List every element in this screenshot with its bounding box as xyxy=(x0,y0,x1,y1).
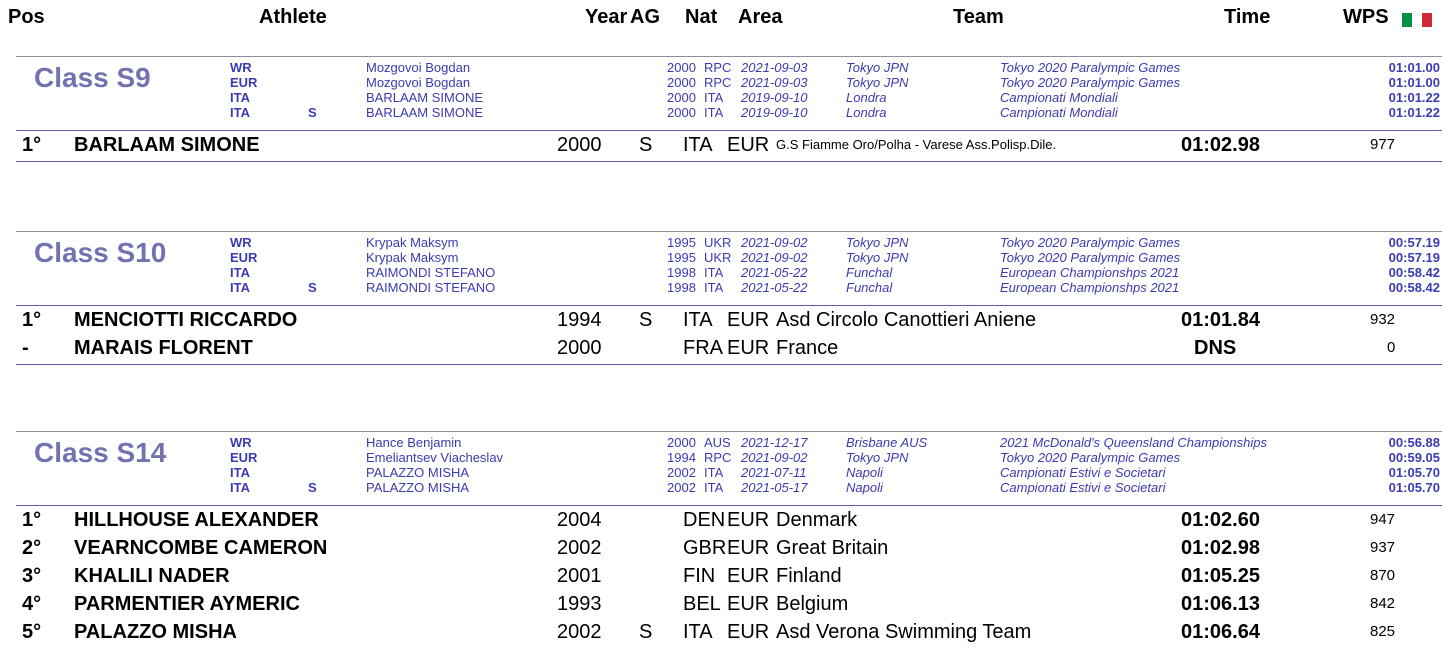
section-divider xyxy=(16,231,1442,232)
result-team: G.S Fiamme Oro/Polha - Varese Ass.Polisp.Dile. xyxy=(776,137,1057,152)
record-year: 2000 xyxy=(667,435,696,450)
record-year: 1995 xyxy=(667,250,696,265)
result-ag: S xyxy=(639,621,653,643)
record-date: 2021-09-03 xyxy=(741,75,808,90)
class-title: Class S10 xyxy=(34,237,167,268)
result-pos: 1° xyxy=(22,134,42,156)
record-row xyxy=(16,75,1442,90)
record-place: Funchal xyxy=(846,280,893,295)
record-meet: Tokyo 2020 Paralympic Games xyxy=(1000,60,1181,75)
result-pos: 4° xyxy=(22,593,42,615)
record-row xyxy=(16,450,1442,465)
record-date: 2021-09-02 xyxy=(741,450,808,465)
section-divider xyxy=(16,431,1442,432)
record-meet: Campionati Mondiali xyxy=(1000,105,1118,120)
result-row xyxy=(16,619,1442,645)
result-year: 1994 xyxy=(557,309,602,331)
result-nat: FIN xyxy=(683,565,716,587)
result-wps: 977 xyxy=(1370,136,1396,153)
result-wps: 937 xyxy=(1370,539,1396,556)
record-meet: Tokyo 2020 Paralympic Games xyxy=(1000,450,1181,465)
result-wps: 825 xyxy=(1370,623,1396,640)
result-pos: 2° xyxy=(22,537,42,559)
record-place: Londra xyxy=(846,90,887,105)
record-time: 00:57.19 xyxy=(1388,235,1440,250)
record-year: 1994 xyxy=(667,450,696,465)
result-area: EUR xyxy=(727,134,770,156)
result-team: France xyxy=(776,337,839,359)
result-pos: 3° xyxy=(22,565,42,587)
record-row xyxy=(16,60,1442,75)
record-date: 2021-12-17 xyxy=(741,435,808,450)
record-date: 2021-09-02 xyxy=(741,250,808,265)
result-time: 01:06.64 xyxy=(1181,621,1260,643)
result-nat: ITA xyxy=(683,134,713,156)
record-kind: ITA xyxy=(230,280,250,295)
record-date: 2021-09-03 xyxy=(741,60,808,75)
records-underline xyxy=(16,305,1442,306)
record-time: 00:59.05 xyxy=(1388,450,1440,465)
result-nat: FRA xyxy=(683,337,723,359)
result-time: 01:05.25 xyxy=(1181,565,1260,587)
result-nat: ITA xyxy=(683,621,713,643)
record-kind: ITA xyxy=(230,480,250,495)
record-name: BARLAAM SIMONE xyxy=(366,90,484,105)
record-nat: ITA xyxy=(704,480,724,495)
record-time: 01:01.22 xyxy=(1388,105,1440,120)
record-kind: ITA xyxy=(230,90,250,105)
record-nat: RPC xyxy=(704,60,732,75)
result-area: EUR xyxy=(727,593,770,615)
record-place: Napoli xyxy=(846,465,883,480)
record-nat: RPC xyxy=(704,450,732,465)
class-title: Class S9 xyxy=(34,62,151,93)
record-place: Brisbane AUS xyxy=(846,435,928,450)
result-nat: BEL xyxy=(683,593,721,615)
result-time: 01:02.98 xyxy=(1181,134,1260,156)
result-row xyxy=(16,563,1442,589)
record-meet: Campionati Estivi e Societari xyxy=(1000,465,1166,480)
header-time: Time xyxy=(1224,6,1271,28)
result-row xyxy=(16,335,1442,361)
header-team: Team xyxy=(953,6,1004,28)
record-kind: WR xyxy=(230,60,252,75)
result-year: 2004 xyxy=(557,509,602,531)
record-name: BARLAAM SIMONE xyxy=(366,105,484,120)
result-area: EUR xyxy=(727,509,770,531)
header-wps: WPS xyxy=(1343,6,1389,28)
class-title: Class S14 xyxy=(34,437,167,468)
header-year: Year xyxy=(585,6,628,28)
result-ag: S xyxy=(639,134,653,156)
record-place: Napoli xyxy=(846,480,883,495)
italy-flag-icon xyxy=(1402,13,1432,27)
record-date: 2021-05-22 xyxy=(741,280,808,295)
record-year: 2002 xyxy=(667,465,696,480)
result-area: EUR xyxy=(727,621,770,643)
record-row xyxy=(16,235,1442,250)
result-year: 2000 xyxy=(557,337,602,359)
record-nat: RPC xyxy=(704,75,732,90)
record-nat: ITA xyxy=(704,105,724,120)
result-athlete: PARMENTIER AYMERIC xyxy=(74,593,300,615)
result-wps: 947 xyxy=(1370,511,1396,528)
result-team: Denmark xyxy=(776,509,858,531)
result-nat: GBR xyxy=(683,537,727,559)
record-nat: UKR xyxy=(704,235,732,250)
result-wps: 0 xyxy=(1387,339,1396,356)
record-nat: ITA xyxy=(704,265,724,280)
record-time: 00:56.88 xyxy=(1388,435,1440,450)
record-name: Mozgovoi Bogdan xyxy=(366,60,471,75)
record-meet: Tokyo 2020 Paralympic Games xyxy=(1000,75,1181,90)
result-row xyxy=(16,132,1442,158)
record-meet: European Championshps 2021 xyxy=(1000,265,1180,280)
record-time: 01:05.70 xyxy=(1388,465,1440,480)
record-year: 2002 xyxy=(667,480,696,495)
record-name: Mozgovoi Bogdan xyxy=(366,75,471,90)
record-time: 01:01.00 xyxy=(1388,75,1440,90)
record-nat: ITA xyxy=(704,90,724,105)
result-area: EUR xyxy=(727,565,770,587)
record-row xyxy=(16,480,1442,495)
section-divider xyxy=(16,56,1442,57)
result-team: Belgium xyxy=(776,593,849,615)
result-year: 2002 xyxy=(557,621,602,643)
result-ag: S xyxy=(639,309,653,331)
record-kind: ITA xyxy=(230,105,250,120)
result-year: 2001 xyxy=(557,565,602,587)
result-time: 01:06.13 xyxy=(1181,593,1260,615)
result-row xyxy=(16,535,1442,561)
record-row xyxy=(16,465,1442,480)
record-date: 2021-09-02 xyxy=(741,235,808,250)
flag-red-stripe xyxy=(1422,13,1432,27)
record-place: Tokyo JPN xyxy=(846,235,909,250)
record-kind: WR xyxy=(230,435,252,450)
record-row xyxy=(16,105,1442,120)
record-nat: UKR xyxy=(704,250,732,265)
result-row xyxy=(16,591,1442,617)
result-row xyxy=(16,307,1442,333)
record-time: 01:01.22 xyxy=(1388,90,1440,105)
record-time: 00:57.19 xyxy=(1388,250,1440,265)
result-team: Finland xyxy=(776,565,842,587)
header-athlete: Athlete xyxy=(259,6,327,28)
records-underline xyxy=(16,130,1442,131)
record-name: Hance Benjamin xyxy=(366,435,462,450)
result-pos: 5° xyxy=(22,621,42,643)
result-area: EUR xyxy=(727,309,770,331)
record-kind: EUR xyxy=(230,450,258,465)
result-pos: - xyxy=(22,337,29,359)
record-meet: European Championshps 2021 xyxy=(1000,280,1180,295)
result-team: Great Britain xyxy=(776,537,889,559)
record-time: 00:58.42 xyxy=(1388,280,1440,295)
result-year: 2000 xyxy=(557,134,602,156)
record-kind: EUR xyxy=(230,250,258,265)
result-area: EUR xyxy=(727,337,770,359)
record-year: 2000 xyxy=(667,60,696,75)
flag-green-stripe xyxy=(1402,13,1412,27)
record-date: 2021-05-17 xyxy=(741,480,808,495)
result-time: 01:01.84 xyxy=(1181,309,1260,331)
result-pos: 1° xyxy=(22,509,42,531)
result-team: Asd Circolo Canottieri Aniene xyxy=(776,309,1037,331)
record-kind: ITA xyxy=(230,465,250,480)
header-pos: Pos xyxy=(8,6,45,28)
result-area: EUR xyxy=(727,537,770,559)
results-underline xyxy=(16,161,1442,162)
record-meet: 2021 McDonald's Queensland Championships xyxy=(1000,435,1267,450)
record-s: S xyxy=(308,105,317,120)
record-place: Tokyo JPN xyxy=(846,250,909,265)
record-name: Krypak Maksym xyxy=(366,250,459,265)
result-athlete: MARAIS FLORENT xyxy=(74,337,253,359)
header-nat: Nat xyxy=(685,6,718,28)
record-row xyxy=(16,90,1442,105)
record-row xyxy=(16,265,1442,280)
results-underline xyxy=(16,364,1442,365)
record-year: 1995 xyxy=(667,235,696,250)
record-place: Tokyo JPN xyxy=(846,450,909,465)
result-year: 2002 xyxy=(557,537,602,559)
record-name: RAIMONDI STEFANO xyxy=(366,280,496,295)
record-place: Tokyo JPN xyxy=(846,75,909,90)
record-kind: WR xyxy=(230,235,252,250)
record-year: 2000 xyxy=(667,105,696,120)
record-year: 1998 xyxy=(667,265,696,280)
record-meet: Campionati Estivi e Societari xyxy=(1000,480,1166,495)
result-athlete: HILLHOUSE ALEXANDER xyxy=(74,509,319,531)
result-athlete: VEARNCOMBE CAMERON xyxy=(74,537,328,559)
result-time: 01:02.60 xyxy=(1181,509,1260,531)
record-kind: EUR xyxy=(230,75,258,90)
record-date: 2019-09-10 xyxy=(741,90,808,105)
flag-white-stripe xyxy=(1412,13,1422,27)
record-row xyxy=(16,435,1442,450)
result-nat: DEN xyxy=(683,509,726,531)
record-row xyxy=(16,250,1442,265)
result-athlete: KHALILI NADER xyxy=(74,565,230,587)
record-year: 1998 xyxy=(667,280,696,295)
result-pos: 1° xyxy=(22,309,42,331)
result-year: 1993 xyxy=(557,593,602,615)
result-time: 01:02.98 xyxy=(1181,537,1260,559)
record-nat: ITA xyxy=(704,465,724,480)
record-time: 01:01.00 xyxy=(1388,60,1440,75)
record-row xyxy=(16,280,1442,295)
result-time: DNS xyxy=(1194,337,1237,359)
record-name: RAIMONDI STEFANO xyxy=(366,265,496,280)
header-area: Area xyxy=(738,6,783,28)
record-meet: Tokyo 2020 Paralympic Games xyxy=(1000,235,1181,250)
record-place: Tokyo JPN xyxy=(846,60,909,75)
header-ag: AG xyxy=(630,6,660,28)
record-date: 2021-05-22 xyxy=(741,265,808,280)
record-s: S xyxy=(308,280,317,295)
records-underline xyxy=(16,505,1442,506)
result-wps: 870 xyxy=(1370,567,1396,584)
record-place: Funchal xyxy=(846,265,893,280)
record-kind: ITA xyxy=(230,265,250,280)
record-name: Emeliantsev Viacheslav xyxy=(366,450,504,465)
record-date: 2021-07-11 xyxy=(741,465,807,480)
result-row xyxy=(16,507,1442,533)
record-place: Londra xyxy=(846,105,887,120)
record-year: 2000 xyxy=(667,90,696,105)
record-name: PALAZZO MISHA xyxy=(366,465,470,480)
result-athlete: BARLAAM SIMONE xyxy=(74,134,260,156)
result-nat: ITA xyxy=(683,309,713,331)
record-meet: Campionati Mondiali xyxy=(1000,90,1118,105)
result-wps: 932 xyxy=(1370,311,1396,328)
result-athlete: PALAZZO MISHA xyxy=(74,621,237,643)
record-nat: ITA xyxy=(704,280,724,295)
record-time: 00:58.42 xyxy=(1388,265,1440,280)
record-name: PALAZZO MISHA xyxy=(366,480,470,495)
record-name: Krypak Maksym xyxy=(366,235,459,250)
record-time: 01:05.70 xyxy=(1388,480,1440,495)
result-wps: 842 xyxy=(1370,595,1396,612)
record-nat: AUS xyxy=(704,435,731,450)
result-athlete: MENCIOTTI RICCARDO xyxy=(74,309,298,331)
record-s: S xyxy=(308,480,317,495)
record-meet: Tokyo 2020 Paralympic Games xyxy=(1000,250,1181,265)
result-team: Asd Verona Swimming Team xyxy=(776,621,1032,643)
record-date: 2019-09-10 xyxy=(741,105,808,120)
record-year: 2000 xyxy=(667,75,696,90)
